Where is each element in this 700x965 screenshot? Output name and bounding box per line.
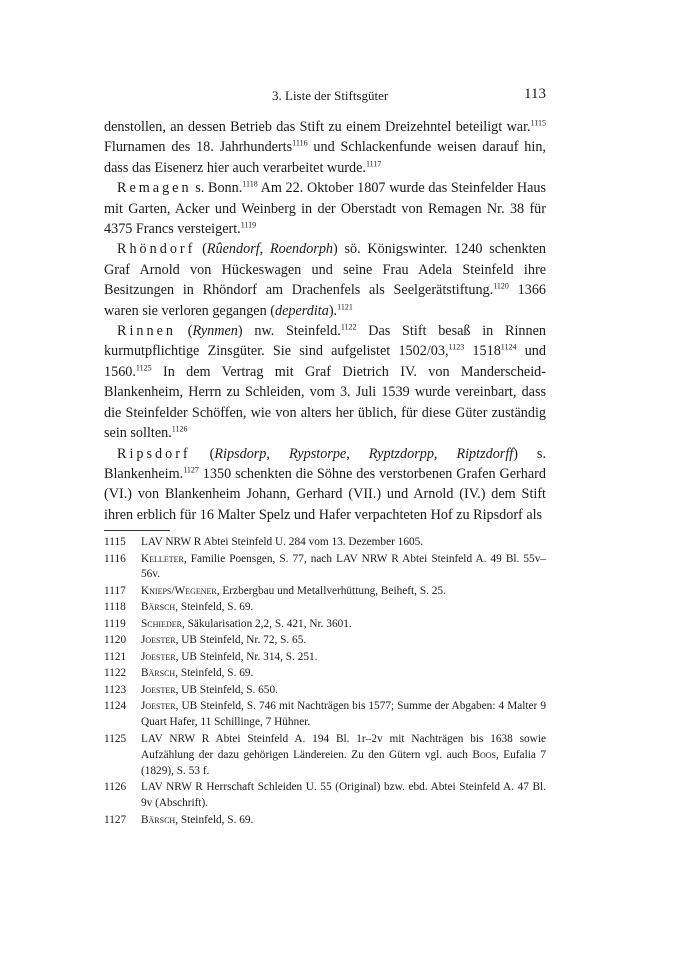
footnote-ref: 1121 [337,301,353,311]
text-run: und Schlackenfunde weisen darauf hin, dass das Eisenerz hier auch verarbeitet wurde. [104,139,546,176]
footnote [104,535,546,551]
text-run: , Säkularisation 2,2, S. 421, Nr. 3601. [181,617,352,630]
historic-name: Ryptzdorpp [368,445,434,462]
footnote [104,699,546,731]
author-name: Schieder [141,617,182,630]
footnote-ref: 1123 [448,342,465,352]
footnote [104,552,546,584]
footnote [104,584,546,600]
footnote-number: 1122 [104,667,127,680]
author-name: Knieps/Wegener [141,584,217,597]
text-run: ) s. Blankenheim. [104,445,546,482]
text-run: , Familie Poensgen, S. 77, nach LAV NRW R Abtei Steinfeld A. 49 Bl. 55v–56v. [141,552,546,581]
text-run: ( [195,241,207,258]
text-run: denstollen, an dessen Betrieb das Stift zu einem Dreizehntel beteiligt war. [104,119,531,135]
text-run: und 1560. [104,343,546,380]
text-run: , UB Steinfeld, S. 746 mit Nachträgen bis 1577; Summe der Abgaben: 4 Malter 9 Quart Hafer, 11 Schillinge, 7 Hühner. [141,700,546,729]
footnote [104,780,546,812]
place-name: Rinnen [117,323,176,340]
footnote-number: 1115 [104,536,126,548]
footnote-number: 1124 [104,700,127,713]
footnote [104,633,546,649]
text-run: , [346,445,369,462]
running-header [104,84,546,108]
place-name: Rhöndorf [117,241,196,258]
text-run: , [259,241,270,258]
author-name: Bärsch [141,813,176,826]
text-run: 1366 waren sie verloren gegangen ( [104,282,547,319]
footnote-text [141,666,546,682]
text-run: LAV NRW R Herrschaft Schleiden U. 55 (Original) bzw. ebd. Abtei Steinfeld A. 47 Bl. 9v (Abschrift). [141,781,546,810]
text-run: , UB Steinfeld, S. 650. [175,683,278,696]
footnote-number: 1123 [104,683,127,696]
text-run: 1518 [464,343,501,360]
historic-name: Ripsdorp [214,445,267,462]
footnote [104,617,546,633]
author-name: Joester [141,700,176,713]
footnote-ref: 1122 [340,322,357,332]
footnote-text [141,780,546,812]
footnote-ref: 1119 [240,220,257,230]
footnote-number: 1118 [104,601,126,614]
text-run: , UB Steinfeld, Nr. 314, S. 251. [175,650,318,663]
paragraph-rinnen [104,321,546,443]
footnote [104,683,546,699]
text-run: s. Bonn. [191,180,243,197]
paragraph-1 [104,117,546,178]
footnote-text [141,650,546,666]
footnote-number: 1116 [104,552,126,565]
text-run: LAV NRW R Abtei Steinfeld A. 194 Bl. 1r–2v mit Nachträgen bis 1638 sowie Aufzählung der dazu gehörigen Ländereien. Zu den Gütern vgl. auch [141,732,546,761]
footnote [104,666,546,682]
text-run: , [433,445,457,462]
paragraph-rhoendorf [104,239,546,321]
text-run: 1350 schenkten die Söhne des verstorbenen Grafen Gerhard (VI.) von Blankenheim Johann, Gerhard (VII.) und Arnold (IV.) dem Stift ihren erblich für 16 Malter Spelz und Hafer verpachteten Hof zu Ripsdorf als [104,465,546,523]
footnote-text [141,633,546,649]
footnote-number: 1127 [104,813,127,826]
body-text [104,117,546,525]
footnotes [104,535,546,829]
text-run: ) sö. Königswinter. 1240 schenkten Graf Arnold von Hückeswagen und seine Frau Adela Steinfeld ihre Besitzungen in Rhöndorf am Drachenfels als Seelgerätstiftung. [104,241,546,299]
text-run: , Steinfeld, S. 69. [175,601,254,614]
footnote [104,600,546,616]
footnote-ref: 1126 [171,424,188,434]
footnote-ref: 1124 [500,342,517,352]
footnote-text [141,600,546,616]
text-run: ). [328,302,338,319]
footnote-text [141,699,546,731]
historic-name: Rûendorf [206,241,260,258]
footnote-text [141,535,546,551]
footnote-separator [104,530,170,531]
text-run: Am 22. Oktober 1807 wurde das Steinfelder Haus mit Garten, Acker und Weinberg in der Oberstadt von Remagen Nr. 38 für 4375 Francs versteigert. [104,180,546,238]
author-name: Joester [141,634,176,647]
text-run: , Eufalia 7 (1829), S. 53 f. [141,748,546,777]
latin-term: deperdita [274,302,329,319]
footnote [104,650,546,666]
footnote-ref: 1120 [493,281,509,291]
text-run: In dem Vertrag mit Graf Dietrich IV. von Manderscheid-Blankenheim, Herrn zu Schleiden, vom 3. Juli 1539 wurde vereinbart, dass die Steinfelder Schöffen, wie von alters her üblich, für diese Güter zuständig sein sollten. [104,363,546,442]
text-run: , Steinfeld, S. 69. [175,667,254,680]
paragraph-remagen [104,178,546,239]
author-name: Joester [141,683,176,696]
text-run: , [266,445,289,462]
page-number: 113 [524,86,546,102]
historic-name: Riptzdorff [456,445,514,462]
footnote-number: 1117 [104,584,126,597]
footnote-text [141,617,546,633]
paragraph-ripsdorf [104,444,546,526]
footnote-ref: 1127 [183,465,199,475]
footnote-ref: 1125 [135,363,152,373]
place-name: Ripsdorf [117,445,191,462]
footnote-text [141,732,546,780]
footnote-number: 1119 [104,617,126,630]
text-run: Flurnamen des 18. Jahrhunderts [104,139,293,156]
footnote-text [141,584,546,600]
author-name: Joester [141,650,176,663]
footnote-ref: 1118 [242,179,258,189]
footnote-text [141,552,546,584]
footnote [104,732,546,780]
text-run: ( [175,323,193,340]
text-run: LAV NRW R Abtei Steinfeld U. 284 vom 13. Dezember 1605. [141,536,424,548]
author-name: Bärsch [141,601,176,614]
footnote-text [141,813,546,829]
text-run: ) nw. Steinfeld. [237,323,341,340]
footnote-number: 1126 [104,781,127,794]
text-run: , UB Steinfeld, Nr. 72, S. 65. [175,634,307,647]
text-run: , Steinfeld, S. 69. [175,813,254,826]
historic-name: Roendorph [269,241,334,258]
footnote-number: 1125 [104,732,127,745]
author-name: Bärsch [141,667,176,680]
historic-name: Rynmen [192,323,238,340]
text-run: Das Stift besaß in Rinnen kurmutpflichtige Zinsgüter. Sie sind aufgelistet 1502/03, [104,323,546,360]
running-title: 3. Liste der Stiftsgüter [272,88,389,103]
text-run: , Erzbergbau und Metallverhüttung, Beiheft, S. 25. [216,584,446,597]
footnote-ref: 1117 [365,159,382,169]
place-name: Remagen [117,180,192,197]
footnote [104,813,546,829]
footnote-ref: 1116 [292,138,308,148]
historic-name: Rypstorpe [288,445,347,462]
footnote-text [141,683,546,699]
text-run: ( [190,445,215,462]
footnote-number: 1120 [104,634,127,647]
footnote-number: 1121 [104,650,127,663]
author-name: Boos [472,748,496,761]
author-name: Kelleter [141,552,184,565]
footnote-ref: 1115 [530,118,546,128]
